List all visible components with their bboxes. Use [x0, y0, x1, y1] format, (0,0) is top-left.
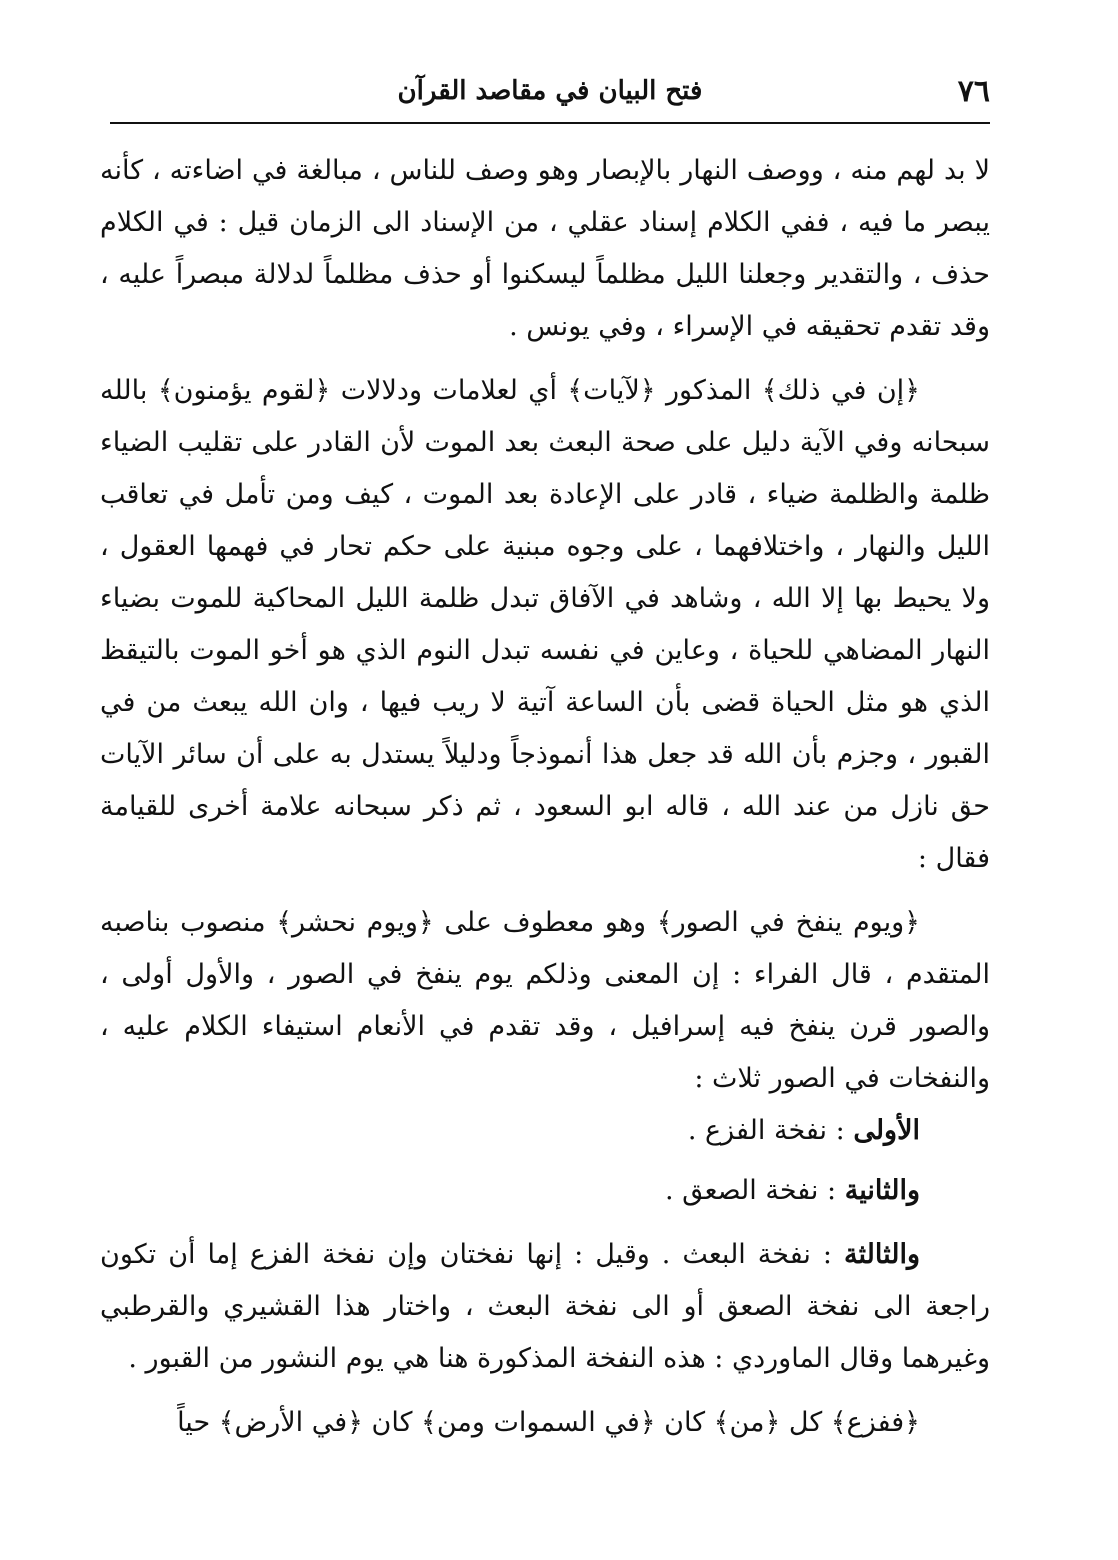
text-line: اضاءته ، كأنه يبصر ما فيه ، ففي الكلام إسناد عقلي ، من الإسناد الى الزمان: [100, 155, 990, 238]
item-label: والثالثة: [844, 1239, 920, 1270]
page-header: [110, 68, 990, 118]
text-line: بناصبه المتقدم ، قال الفراء : إن المعنى وذلكم يوم ينفخ في الصور ، والأول: [100, 907, 990, 990]
text-line: فهمها العقول ، ولا يحيط بها إلا الله ، وشاهد في الآفاق تبدل ظلمة الليل: [100, 531, 990, 614]
list-item-second-blast: [100, 1165, 990, 1217]
item-label: والثانية: [844, 1175, 920, 1206]
list-item-first-blast: [100, 1105, 990, 1157]
item-text: : نفخة الصعق .: [664, 1175, 845, 1206]
paragraph-3: [100, 897, 990, 1105]
item-label: الأولى: [853, 1115, 920, 1146]
header-rule: [110, 122, 990, 124]
text-line: لدلالة مبصراً عليه ، وقد تقدم تحقيقه في الإسراء ، وفي يونس .: [100, 259, 990, 342]
text-line: ﴿إن في ذلك﴾ المذكور ﴿لآيات﴾ أي لعلامات ودلالات ﴿لقوم يؤمنون﴾: [157, 375, 920, 406]
text-line: في تعاقب الليل والنهار ، واختلافهما ، على وجوه مبنية على حكم تحار في: [100, 479, 990, 562]
paragraph-third-blast: [100, 1229, 990, 1385]
running-title: فتح البيان في مقاصد القرآن: [397, 76, 703, 106]
text-line: عليه ، والنفخات في الصور ثلاث :: [100, 1011, 990, 1094]
paragraph-last: [100, 1397, 990, 1449]
text-line: الضياء ظلمة والظلمة ضياء ، قادر على الإعادة بعد الموت ، كيف ومن تأمل: [100, 427, 990, 510]
page-number: ٧٦: [957, 74, 990, 109]
text-line: قيل : في الكلام حذف ، والتقدير وجعلنا الليل مظلماً ليسكنوا أو حذف مظلماً: [100, 207, 990, 290]
paragraph-2: [100, 365, 990, 885]
text-line: السعود ، ثم ذكر سبحانه علامة أخرى للقيامة فقال :: [100, 791, 990, 874]
text-line: ﴿ويوم ينفخ في الصور﴾ وهو معطوف على ﴿ويوم نحشر﴾ منصوب: [180, 907, 920, 938]
item-text: : نفخة الفزع .: [687, 1115, 854, 1146]
text-line: بالله سبحانه وفي الآية دليل على صحة البعث بعد الموت لأن القادر على تقليب: [100, 375, 990, 458]
text-line: وغيرهما وقال الماوردي : هذه النفخة المذكورة هنا هي يوم النشور من القبور .: [128, 1343, 990, 1374]
text-line: ودليلاً يستدل به على أن سائر الآيات حق نازل من عند الله ، قاله ابو: [100, 739, 990, 822]
text-line: لا بد لهم منه ، ووصف النهار بالإبصار وهو وصف للناس ، مبالغة في: [251, 155, 990, 186]
text-line: أولى ، والصور قرن ينفخ فيه إسرافيل ، وقد تقدم في الأنعام استيفاء الكلام: [100, 959, 990, 1042]
text-line: فيها ، وان الله يبعث من في القبور ، وجزم بأن الله قد جعل هذا أنموذجاً: [100, 687, 990, 770]
text-line: : نفخة البعث . وقيل : إنها نفختان وإن نفخة الفزع إما أن تكون: [100, 1239, 844, 1270]
text-line: ﴿ففزع﴾ كل ﴿من﴾ كان ﴿في السموات ومن﴾ كان ﴿في الأرض﴾ حياً: [177, 1407, 920, 1438]
paragraph-1: [100, 145, 990, 353]
body-text: [100, 145, 990, 1449]
text-line: المحاكية للموت بضياء النهار المضاهي للحياة ، وعاين في نفسه تبدل النوم الذي: [100, 583, 990, 666]
text-line: راجعة الى نفخة الصعق أو الى نفخة البعث ، واختار هذا القشيري والقرطبي: [100, 1291, 990, 1322]
text-line: هو أخو الموت بالتيقظ الذي هو مثل الحياة قضى بأن الساعة آتية لا ريب: [100, 635, 990, 718]
